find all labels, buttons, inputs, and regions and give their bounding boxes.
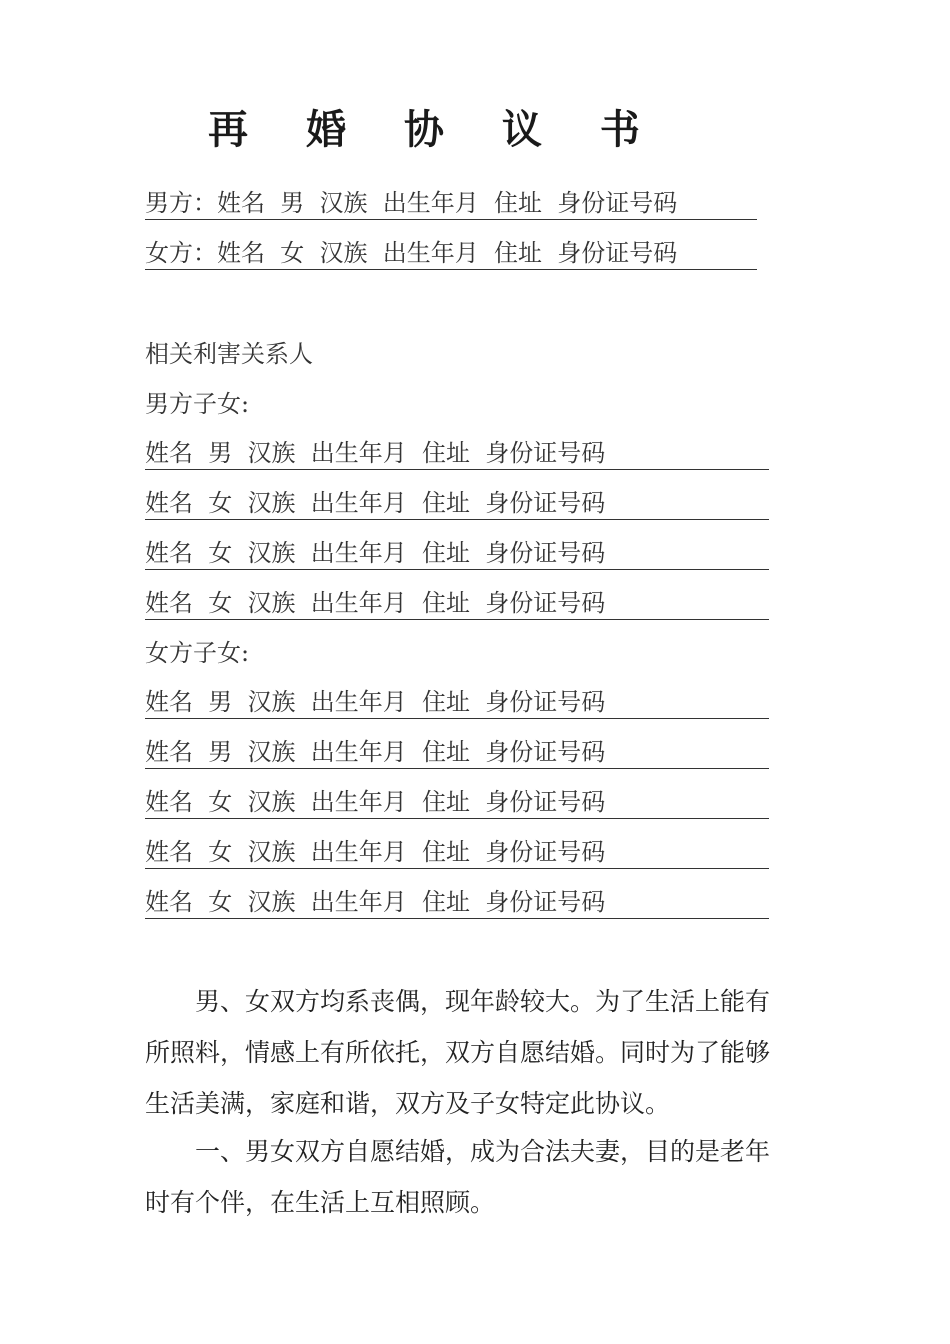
female-child-line: 姓名 女 汉族 出生年月 住址 身份证号码 [145,886,769,919]
female-children-heading: 女方子女: [145,639,250,667]
stakeholders-heading: 相关利害关系人 [145,340,313,368]
female-party-line: 女方：姓名 女 汉族 出生年月 住址 身份证号码 [145,237,757,270]
document-title: 再 婚 协 议 书 [208,107,662,153]
body-paragraph: 男、女双方均系丧偶，现年龄较大。为了生活上能有所照料，情感上有所依托，双方自愿结婚。同时为了能够生活美满，家庭和谐，双方及子女特定此协议。 [145,987,771,1118]
male-child-line: 姓名 女 汉族 出生年月 住址 身份证号码 [145,537,769,570]
male-child-line: 姓名 女 汉族 出生年月 住址 身份证号码 [145,487,769,520]
female-child-line: 姓名 男 汉族 出生年月 住址 身份证号码 [145,736,769,769]
female-child-line: 姓名 女 汉族 出生年月 住址 身份证号码 [145,836,769,869]
body-paragraph: 一、男女双方自愿结婚，成为合法夫妻，目的是老年时有个伴，在生活上互相照顾。 [145,1137,771,1217]
male-party-line: 男方：姓名 男 汉族 出生年月 住址 身份证号码 [145,187,757,220]
female-child-line: 姓名 男 汉族 出生年月 住址 身份证号码 [145,686,769,719]
female-child-line: 姓名 女 汉族 出生年月 住址 身份证号码 [145,786,769,819]
male-children-heading: 男方子女: [145,390,250,418]
male-child-line: 姓名 女 汉族 出生年月 住址 身份证号码 [145,587,769,620]
male-child-line: 姓名 男 汉族 出生年月 住址 身份证号码 [145,437,769,470]
